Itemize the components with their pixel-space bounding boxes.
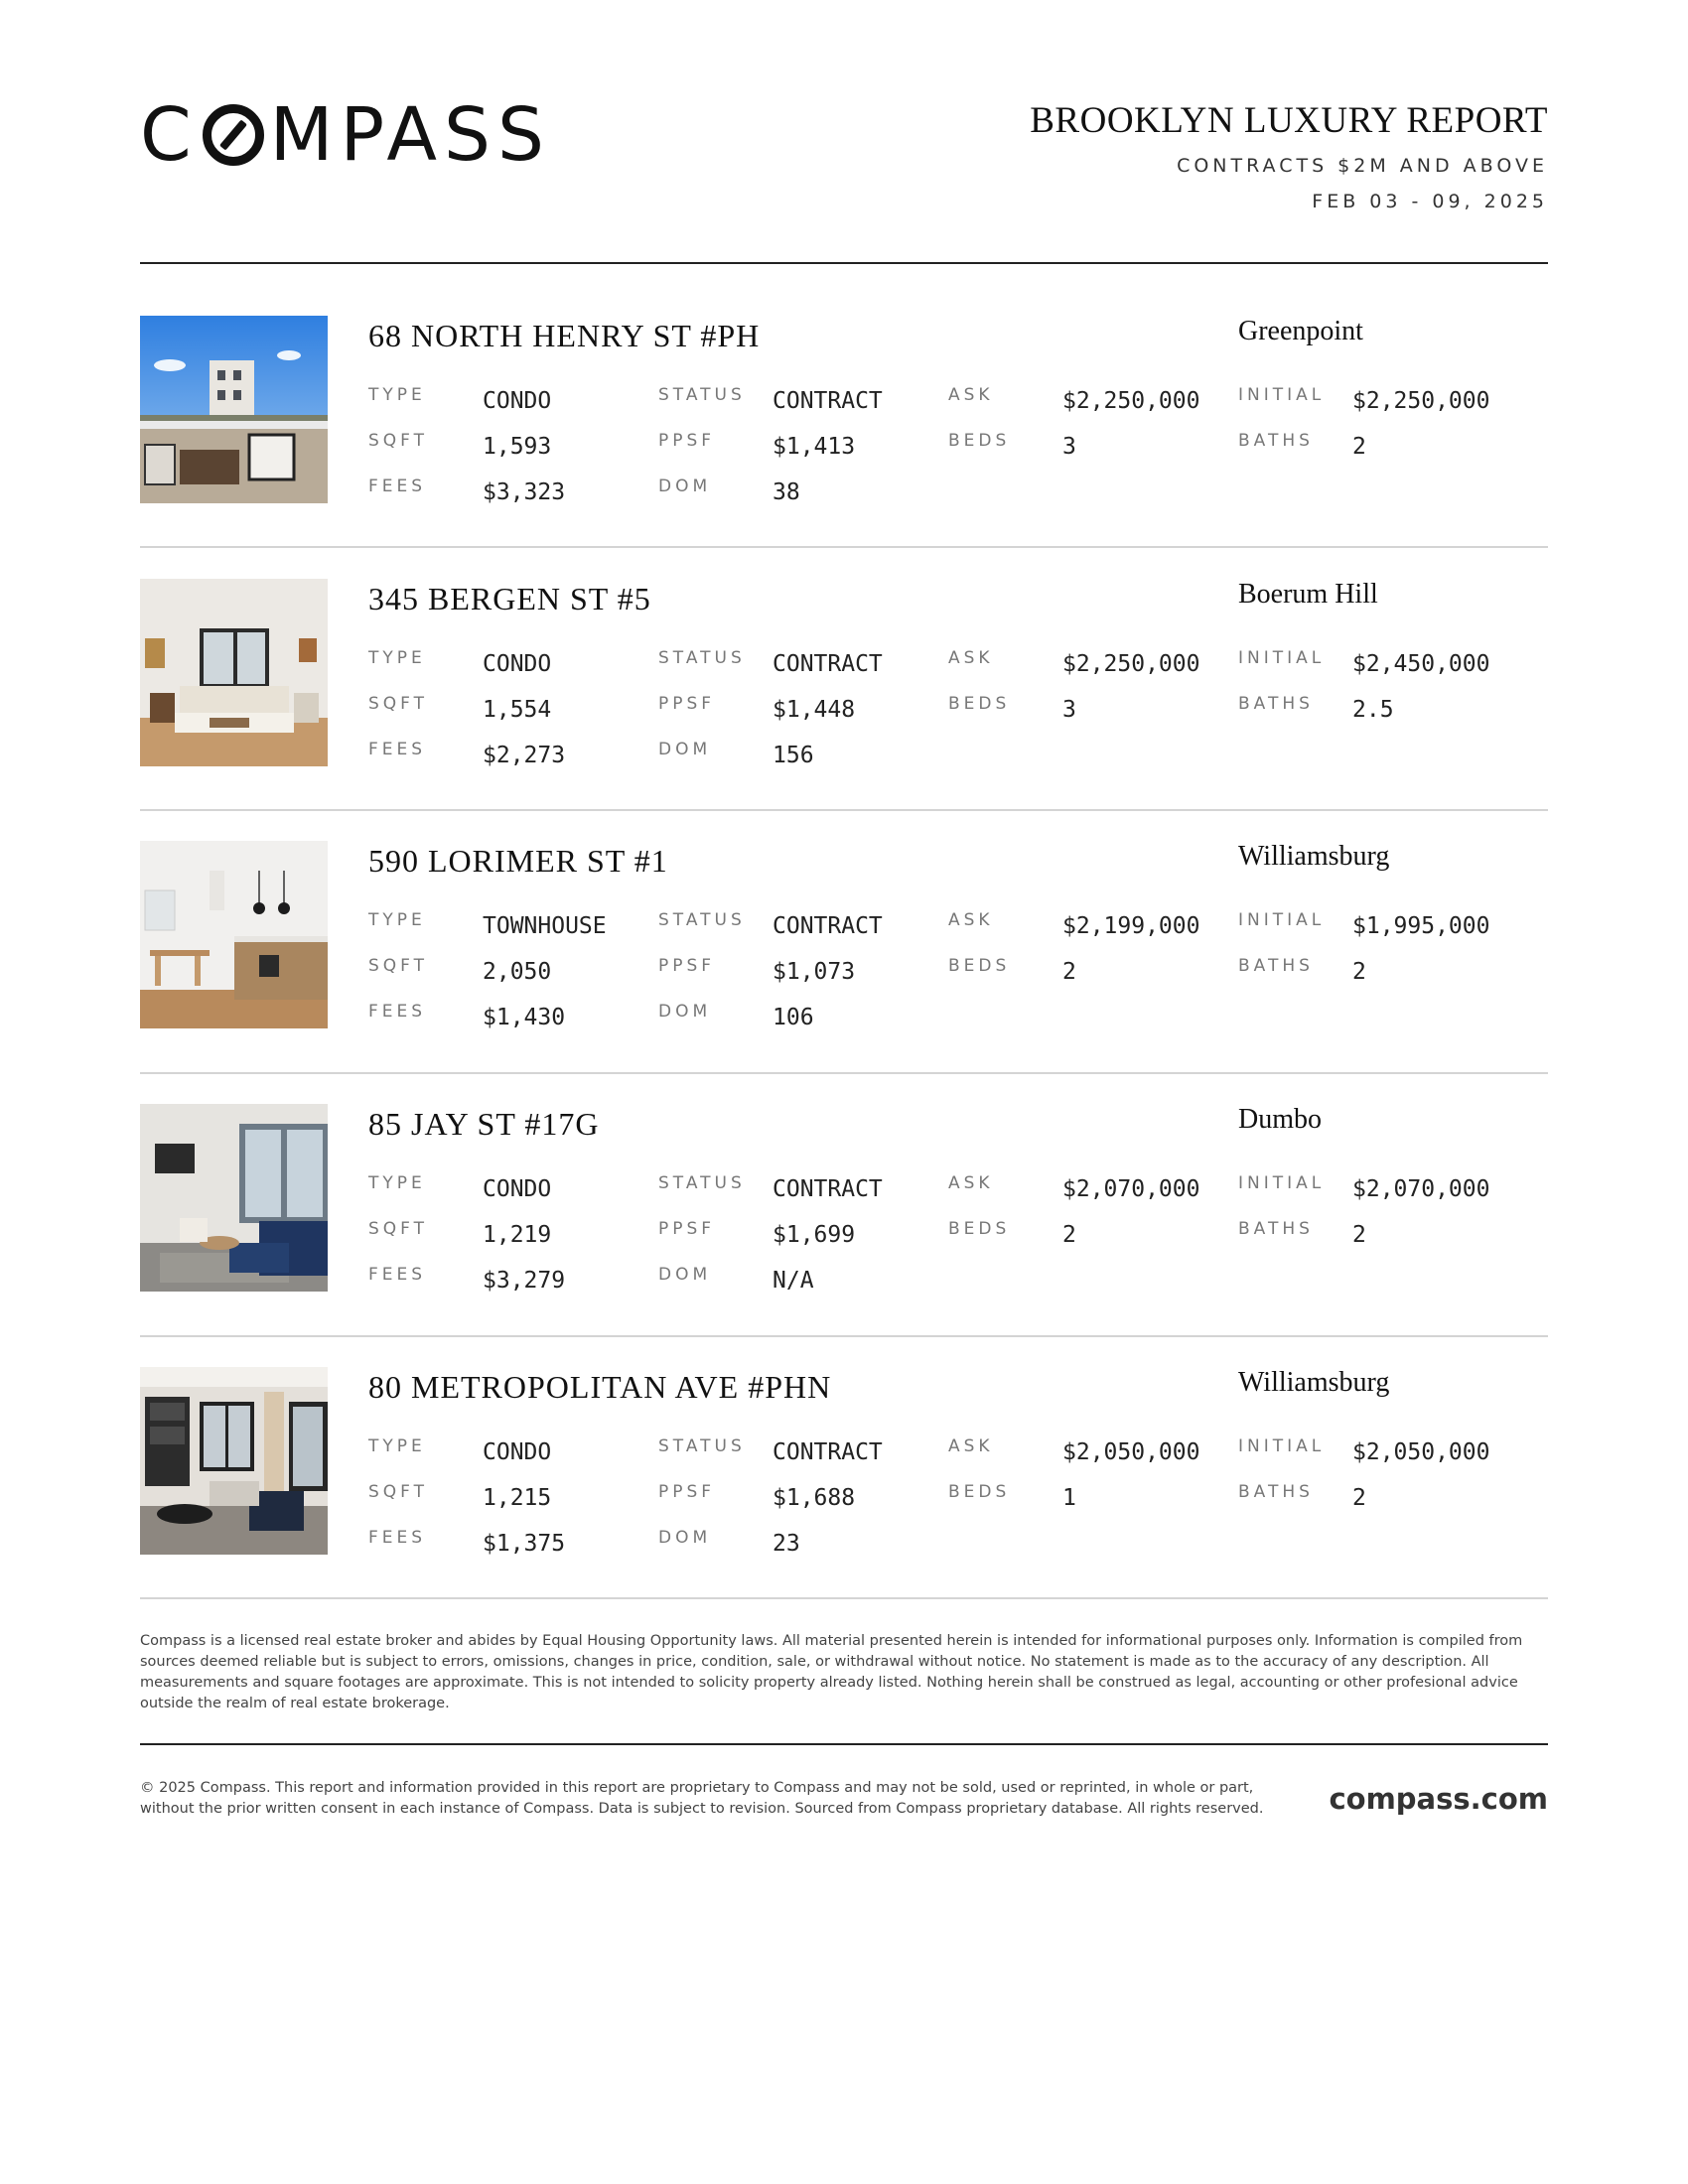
sqft-label: SQFT bbox=[368, 1482, 429, 1502]
initial-label: INITIAL bbox=[1238, 385, 1326, 405]
listing-neighborhood: Dumbo bbox=[1238, 1104, 1322, 1135]
listing-photo-kitchen bbox=[140, 841, 328, 1028]
baths-label: BATHS bbox=[1238, 1482, 1314, 1502]
ppsf-label: PPSF bbox=[658, 1219, 716, 1239]
status-label: STATUS bbox=[658, 648, 746, 668]
sqft-value: 1,554 bbox=[483, 697, 552, 723]
initial-value: $2,050,000 bbox=[1352, 1439, 1490, 1465]
type-value: CONDO bbox=[483, 651, 552, 677]
fees-value: $1,375 bbox=[483, 1531, 566, 1557]
ppsf-value: $1,448 bbox=[773, 697, 856, 723]
dom-label: DOM bbox=[658, 1528, 712, 1548]
initial-value: $2,450,000 bbox=[1352, 651, 1490, 677]
status-label: STATUS bbox=[658, 910, 746, 930]
compass-logo: C MPASS bbox=[140, 92, 551, 178]
website-link[interactable]: compass.com bbox=[1329, 1782, 1548, 1816]
fees-label: FEES bbox=[368, 1265, 427, 1285]
beds-label: BEDS bbox=[948, 956, 1011, 976]
type-label: TYPE bbox=[368, 648, 426, 668]
dom-value: 156 bbox=[773, 743, 814, 768]
ask-label: ASK bbox=[948, 910, 994, 930]
fees-label: FEES bbox=[368, 740, 427, 759]
type-value: CONDO bbox=[483, 1439, 552, 1465]
dom-label: DOM bbox=[658, 477, 712, 496]
sqft-value: 1,219 bbox=[483, 1222, 552, 1248]
status-label: STATUS bbox=[658, 1436, 746, 1456]
ask-label: ASK bbox=[948, 385, 994, 405]
status-value: CONTRACT bbox=[773, 651, 883, 677]
beds-value: 2 bbox=[1062, 959, 1076, 985]
baths-value: 2 bbox=[1352, 1485, 1366, 1511]
ppsf-value: $1,073 bbox=[773, 959, 856, 985]
sqft-label: SQFT bbox=[368, 694, 429, 714]
ask-value: $2,250,000 bbox=[1062, 651, 1200, 677]
copyright-notice: © 2025 Compass. This report and information provided in this report are proprietary to Compass and may not be sold, used or reprinted, in whole or part, without the prior written consent in each instance of Compass. Data is subject to revision. Sourced from Compass proprietary database. All rights reserved. bbox=[140, 1780, 1264, 1817]
ask-value: $2,050,000 bbox=[1062, 1439, 1200, 1465]
initial-label: INITIAL bbox=[1238, 1173, 1326, 1193]
listing-neighborhood: Williamsburg bbox=[1238, 841, 1390, 872]
type-value: CONDO bbox=[483, 388, 552, 414]
fees-label: FEES bbox=[368, 1528, 427, 1548]
listing-row bbox=[140, 579, 1548, 817]
type-label: TYPE bbox=[368, 1173, 426, 1193]
sqft-label: SQFT bbox=[368, 431, 429, 451]
status-label: STATUS bbox=[658, 385, 746, 405]
beds-value: 2 bbox=[1062, 1222, 1076, 1248]
dom-label: DOM bbox=[658, 740, 712, 759]
fees-value: $2,273 bbox=[483, 743, 566, 768]
ask-label: ASK bbox=[948, 648, 994, 668]
header-divider bbox=[140, 262, 1548, 264]
type-value: CONDO bbox=[483, 1176, 552, 1202]
fees-label: FEES bbox=[368, 477, 427, 496]
status-value: CONTRACT bbox=[773, 1176, 883, 1202]
listing-row bbox=[140, 841, 1548, 1079]
listing-neighborhood: Boerum Hill bbox=[1238, 579, 1378, 610]
initial-label: INITIAL bbox=[1238, 1436, 1326, 1456]
listing-address: 345 BERGEN ST #5 bbox=[368, 581, 651, 616]
dom-value: 38 bbox=[773, 479, 800, 505]
status-value: CONTRACT bbox=[773, 388, 883, 414]
type-label: TYPE bbox=[368, 385, 426, 405]
dom-value: 106 bbox=[773, 1005, 814, 1030]
baths-label: BATHS bbox=[1238, 956, 1314, 976]
listing-address: 590 LORIMER ST #1 bbox=[368, 843, 668, 879]
initial-value: $2,070,000 bbox=[1352, 1176, 1490, 1202]
sqft-value: 1,593 bbox=[483, 434, 552, 460]
sqft-label: SQFT bbox=[368, 956, 429, 976]
ppsf-label: PPSF bbox=[658, 956, 716, 976]
ppsf-value: $1,688 bbox=[773, 1485, 856, 1511]
footer-divider bbox=[140, 1743, 1548, 1745]
report-page bbox=[140, 0, 1548, 2184]
report-title: BROOKLYN LUXURY REPORT bbox=[1030, 100, 1548, 141]
listing-divider bbox=[140, 1072, 1548, 1074]
fees-value: $3,323 bbox=[483, 479, 566, 505]
sqft-label: SQFT bbox=[368, 1219, 429, 1239]
baths-value: 2 bbox=[1352, 434, 1366, 460]
listing-divider bbox=[140, 809, 1548, 811]
baths-value: 2 bbox=[1352, 959, 1366, 985]
legal-disclaimer: Compass is a licensed real estate broker and abides by Equal Housing Opportunity laws. All material presented herein is intended for informational purposes only. Information is compiled from sources deemed reliable but is subject to errors, omissions, changes in price, condition, sale, or withdrawal without notice. No statement is made as to the accuracy of any description. All measurements and square footages are approximate. This is not intended to solicity property already listed. Nothing herein shall be construed as legal, accounting or other profesional advice outside the realm of real estate brokerage. bbox=[140, 1633, 1523, 1711]
ppsf-label: PPSF bbox=[658, 1482, 716, 1502]
listing-address: 85 JAY ST #17G bbox=[368, 1106, 600, 1142]
listing-photo-living-room bbox=[140, 579, 328, 766]
ask-label: ASK bbox=[948, 1173, 994, 1193]
type-value: TOWNHOUSE bbox=[483, 913, 607, 939]
listing-address: 80 METROPOLITAN AVE #PHN bbox=[368, 1369, 832, 1405]
listing-divider bbox=[140, 1597, 1548, 1599]
listing-neighborhood: Williamsburg bbox=[1238, 1367, 1390, 1398]
baths-value: 2 bbox=[1352, 1222, 1366, 1248]
sqft-value: 1,215 bbox=[483, 1485, 552, 1511]
fees-value: $3,279 bbox=[483, 1268, 566, 1294]
fees-value: $1,430 bbox=[483, 1005, 566, 1030]
beds-label: BEDS bbox=[948, 431, 1011, 451]
ask-value: $2,199,000 bbox=[1062, 913, 1200, 939]
sqft-value: 2,050 bbox=[483, 959, 552, 985]
type-label: TYPE bbox=[368, 910, 426, 930]
listing-row bbox=[140, 316, 1548, 554]
listing-divider bbox=[140, 1335, 1548, 1337]
initial-value: $2,250,000 bbox=[1352, 388, 1490, 414]
report-dates: FEB 03 - 09, 2025 bbox=[1312, 191, 1548, 212]
ppsf-value: $1,699 bbox=[773, 1222, 856, 1248]
listing-photo-living-room-blue-sofa bbox=[140, 1104, 328, 1292]
dom-value: N/A bbox=[773, 1268, 814, 1294]
dom-label: DOM bbox=[658, 1265, 712, 1285]
ask-value: $2,070,000 bbox=[1062, 1176, 1200, 1202]
listing-photo-rooftop-terrace bbox=[140, 316, 328, 503]
listing-row bbox=[140, 1104, 1548, 1342]
listing-photo-lounge bbox=[140, 1367, 328, 1555]
ppsf-label: PPSF bbox=[658, 694, 716, 714]
baths-label: BATHS bbox=[1238, 694, 1314, 714]
dom-value: 23 bbox=[773, 1531, 800, 1557]
ask-value: $2,250,000 bbox=[1062, 388, 1200, 414]
status-label: STATUS bbox=[658, 1173, 746, 1193]
listing-divider bbox=[140, 546, 1548, 548]
type-label: TYPE bbox=[368, 1436, 426, 1456]
initial-label: INITIAL bbox=[1238, 648, 1326, 668]
listing-address: 68 NORTH HENRY ST #PH bbox=[368, 318, 761, 353]
beds-value: 3 bbox=[1062, 434, 1076, 460]
fees-label: FEES bbox=[368, 1002, 427, 1022]
initial-label: INITIAL bbox=[1238, 910, 1326, 930]
baths-label: BATHS bbox=[1238, 431, 1314, 451]
initial-value: $1,995,000 bbox=[1352, 913, 1490, 939]
dom-label: DOM bbox=[658, 1002, 712, 1022]
status-value: CONTRACT bbox=[773, 913, 883, 939]
listing-neighborhood: Greenpoint bbox=[1238, 316, 1363, 346]
baths-label: BATHS bbox=[1238, 1219, 1314, 1239]
beds-label: BEDS bbox=[948, 694, 1011, 714]
report-subtitle: CONTRACTS $2M AND ABOVE bbox=[1177, 155, 1548, 177]
beds-label: BEDS bbox=[948, 1482, 1011, 1502]
ppsf-label: PPSF bbox=[658, 431, 716, 451]
beds-value: 1 bbox=[1062, 1485, 1076, 1511]
beds-label: BEDS bbox=[948, 1219, 1011, 1239]
beds-value: 3 bbox=[1062, 697, 1076, 723]
ask-label: ASK bbox=[948, 1436, 994, 1456]
baths-value: 2.5 bbox=[1352, 697, 1394, 723]
ppsf-value: $1,413 bbox=[773, 434, 856, 460]
status-value: CONTRACT bbox=[773, 1439, 883, 1465]
listing-row bbox=[140, 1367, 1548, 1605]
compass-o-icon bbox=[203, 104, 264, 166]
